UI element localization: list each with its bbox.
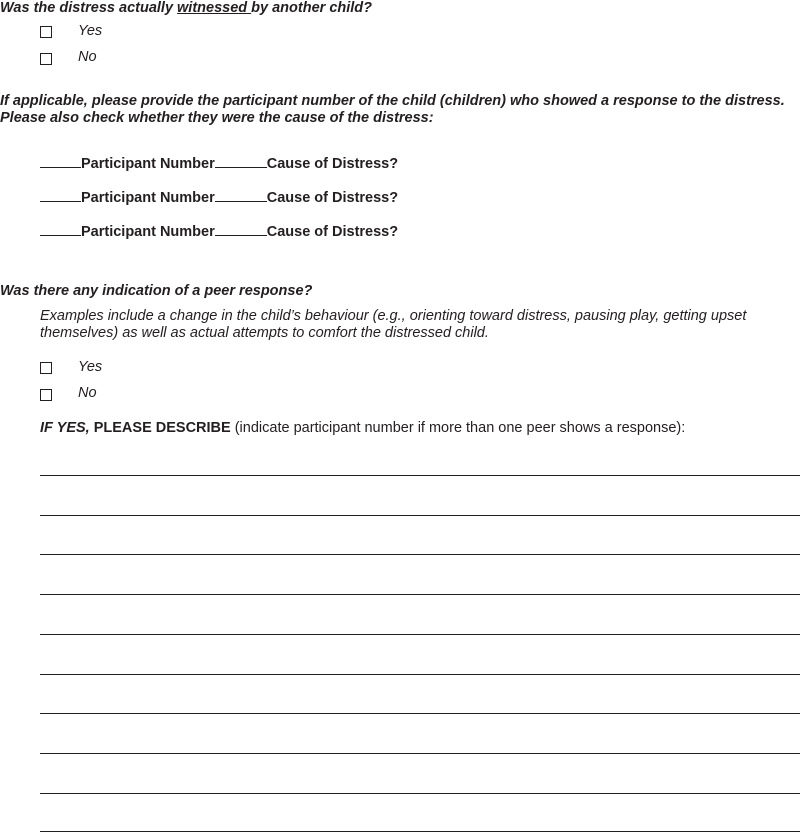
cause-of-distress-label: Cause of Distress? — [266, 156, 399, 172]
participant-number-label: Participant Number — [81, 190, 215, 206]
question-witnessed — [0, 0, 372, 16]
describe-writing-line[interactable] — [40, 674, 800, 675]
question-witnessed-text-before: Was the distress actually — [0, 0, 178, 16]
describe-writing-line[interactable] — [40, 831, 800, 832]
cause-of-distress-blank[interactable] — [215, 221, 267, 236]
peer-response-examples: Examples include a change in the child’s behaviour (e.g., orienting toward distress, pausing play, getting upset themselves) as well as actual attempts to comfort the distressed child. — [40, 308, 747, 341]
participant-number-blank[interactable] — [40, 187, 81, 202]
describe-instruction — [40, 420, 685, 436]
describe-writing-line[interactable] — [40, 753, 800, 754]
question-participant-number: If applicable, please provide the participant number of the child (children) who showed a response to the distress. Please also check whether they were the cause of the distress: — [0, 93, 785, 126]
describe-rest: (indicate participant number if more than one peer shows a response): — [230, 420, 686, 436]
witnessed-yes-checkbox[interactable] — [40, 26, 52, 38]
witnessed-no-label: No — [78, 49, 97, 65]
describe-writing-line[interactable] — [40, 515, 800, 516]
describe-lead: IF YES, — [40, 420, 90, 436]
participant-number-blank[interactable] — [40, 221, 81, 236]
participant-row — [40, 221, 398, 239]
describe-strong: PLEASE DESCRIBE — [89, 420, 231, 436]
witnessed-no-checkbox[interactable] — [40, 53, 52, 65]
question-witnessed-underlined: witnessed — [177, 0, 252, 16]
cause-of-distress-blank[interactable] — [215, 187, 267, 202]
cause-of-distress-blank[interactable] — [215, 153, 267, 168]
peer-response-yes-label: Yes — [78, 359, 103, 375]
describe-writing-line[interactable] — [40, 793, 800, 794]
cause-of-distress-label: Cause of Distress? — [266, 224, 399, 240]
participant-number-label: Participant Number — [81, 156, 215, 172]
witnessed-yes-label: Yes — [78, 23, 103, 39]
participant-row — [40, 187, 398, 205]
peer-response-no-checkbox[interactable] — [40, 389, 52, 401]
participant-row — [40, 153, 398, 171]
question-witnessed-text-after: by another child? — [251, 0, 373, 16]
question-peer-response: Was there any indication of a peer response? — [0, 283, 313, 299]
describe-writing-line[interactable] — [40, 475, 800, 476]
peer-response-no-label: No — [78, 385, 97, 401]
describe-writing-line[interactable] — [40, 594, 800, 595]
cause-of-distress-label: Cause of Distress? — [266, 190, 399, 206]
peer-response-yes-checkbox[interactable] — [40, 362, 52, 374]
describe-writing-line[interactable] — [40, 554, 800, 555]
participant-number-blank[interactable] — [40, 153, 81, 168]
describe-writing-line[interactable] — [40, 634, 800, 635]
describe-writing-line[interactable] — [40, 713, 800, 714]
participant-number-label: Participant Number — [81, 224, 215, 240]
